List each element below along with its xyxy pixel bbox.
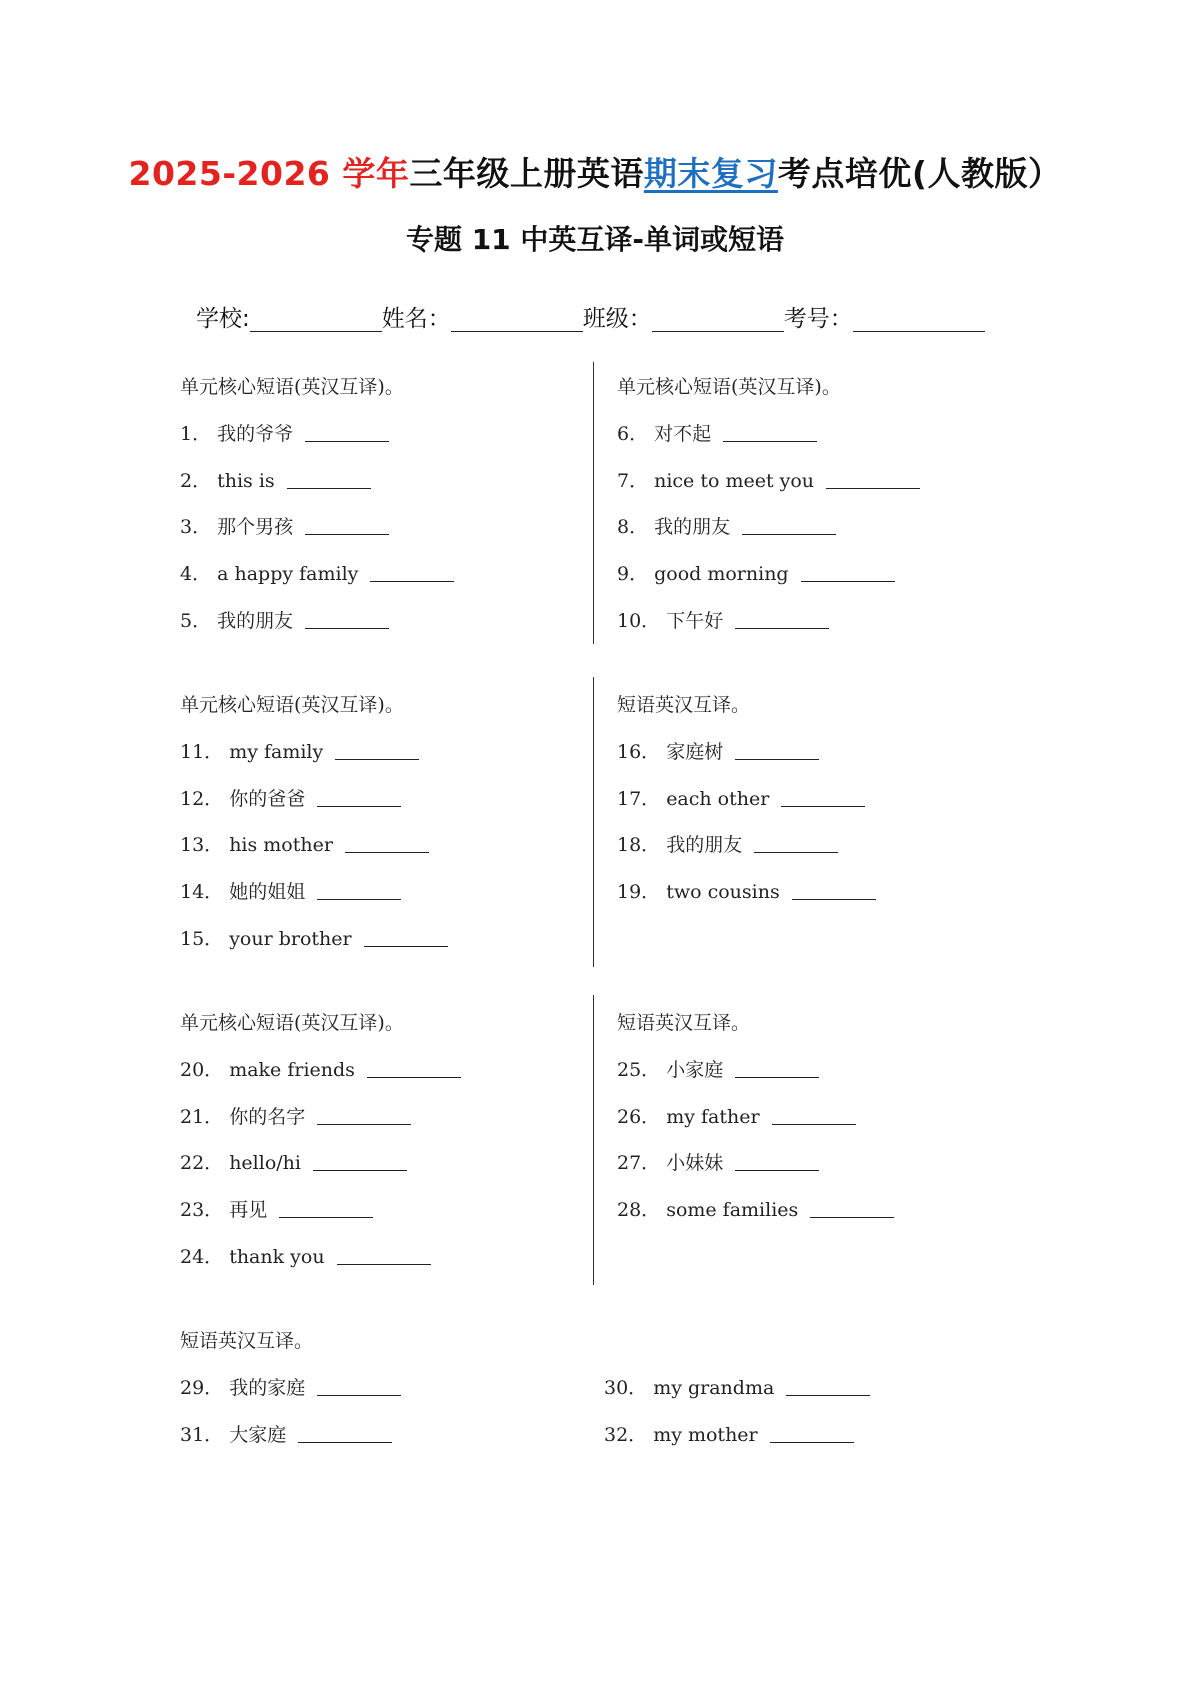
exercise-item: 19． two cousins bbox=[617, 877, 876, 904]
exercise-item: 11． my family bbox=[180, 737, 419, 764]
answer-blank[interactable] bbox=[735, 1059, 819, 1078]
exercise-item: 31． 大家庭 bbox=[180, 1420, 392, 1447]
exam-number-label: 考号： bbox=[783, 306, 853, 332]
answer-blank[interactable] bbox=[754, 834, 838, 853]
exercise-item: 2． this is bbox=[180, 466, 371, 493]
exercise-item: 7． nice to meet you bbox=[617, 466, 920, 493]
answer-blank[interactable] bbox=[337, 1246, 431, 1265]
exercise-item: 18． 我的朋友 bbox=[617, 830, 838, 857]
exercise-item: 29． 我的家庭 bbox=[180, 1373, 401, 1400]
exercise-item: 6． 对不起 bbox=[617, 419, 817, 446]
answer-blank[interactable] bbox=[317, 1377, 401, 1396]
exercise-item: 15． your brother bbox=[180, 924, 448, 951]
exercise-item: 23． 再见 bbox=[180, 1195, 373, 1222]
answer-blank[interactable] bbox=[723, 423, 817, 442]
answer-blank[interactable] bbox=[298, 1424, 392, 1443]
section-heading: 单元核心短语(英汉互译)。 bbox=[180, 1012, 404, 1034]
answer-blank[interactable] bbox=[317, 881, 401, 900]
class-label: 班级： bbox=[582, 306, 652, 332]
answer-blank[interactable] bbox=[770, 1424, 854, 1443]
answer-blank[interactable] bbox=[786, 1377, 870, 1396]
exam-number-blank[interactable] bbox=[853, 305, 985, 332]
answer-blank[interactable] bbox=[772, 1106, 856, 1125]
answer-blank[interactable] bbox=[305, 610, 389, 629]
document-subtitle: 专题 11 中英互译-单词或短语 bbox=[405, 223, 785, 256]
class-blank[interactable] bbox=[652, 305, 784, 332]
answer-blank[interactable] bbox=[742, 516, 836, 535]
exercise-item: 22． hello/hi bbox=[180, 1148, 407, 1175]
section-heading: 短语英汉互译。 bbox=[617, 1012, 751, 1034]
answer-blank[interactable] bbox=[735, 1152, 819, 1171]
section-heading: 短语英汉互译。 bbox=[617, 694, 751, 716]
column-divider bbox=[593, 677, 594, 967]
title-review: 期末复习 bbox=[643, 154, 778, 193]
section-heading: 单元核心短语(英汉互译)。 bbox=[617, 376, 841, 398]
exercise-item: 27． 小妹妹 bbox=[617, 1148, 819, 1175]
answer-blank[interactable] bbox=[735, 741, 819, 760]
answer-blank[interactable] bbox=[735, 610, 829, 629]
exercise-item: 10． 下午好 bbox=[617, 606, 829, 633]
answer-blank[interactable] bbox=[317, 1106, 411, 1125]
column-divider bbox=[593, 362, 594, 644]
name-label: 姓名： bbox=[381, 306, 451, 332]
title-edition: 考点培优(人教版） bbox=[777, 154, 1062, 193]
answer-blank[interactable] bbox=[317, 788, 401, 807]
answer-blank[interactable] bbox=[313, 1152, 407, 1171]
school-blank[interactable] bbox=[250, 305, 382, 332]
answer-blank[interactable] bbox=[801, 563, 895, 582]
answer-blank[interactable] bbox=[279, 1199, 373, 1218]
answer-blank[interactable] bbox=[826, 470, 920, 489]
document-title bbox=[0, 148, 1190, 195]
answer-blank[interactable] bbox=[367, 1059, 461, 1078]
name-blank[interactable] bbox=[451, 305, 583, 332]
exercise-item: 13． his mother bbox=[180, 830, 429, 857]
exercise-item: 12． 你的爸爸 bbox=[180, 784, 401, 811]
exercise-item: 30． my grandma bbox=[604, 1373, 870, 1400]
exercise-item: 20． make friends bbox=[180, 1055, 461, 1082]
title-year: 2025-2026 学年 bbox=[128, 154, 410, 193]
column-divider bbox=[593, 995, 594, 1285]
exercise-item: 8． 我的朋友 bbox=[617, 512, 836, 539]
exercise-item: 17． each other bbox=[617, 784, 865, 811]
exercise-item: 9． good morning bbox=[617, 559, 895, 586]
answer-blank[interactable] bbox=[335, 741, 419, 760]
title-grade: 三年级上册英语 bbox=[409, 154, 644, 193]
answer-blank[interactable] bbox=[305, 423, 389, 442]
exercise-item: 21． 你的名字 bbox=[180, 1102, 411, 1129]
exercise-item: 28． some families bbox=[617, 1195, 894, 1222]
exercise-item: 4． a happy family bbox=[180, 559, 454, 586]
exercise-item: 24． thank you bbox=[180, 1242, 431, 1269]
section-heading: 短语英汉互译。 bbox=[180, 1330, 314, 1352]
school-label: 学校: bbox=[196, 306, 250, 332]
student-info-line bbox=[196, 300, 985, 333]
exercise-item: 5． 我的朋友 bbox=[180, 606, 389, 633]
answer-blank[interactable] bbox=[287, 470, 371, 489]
answer-blank[interactable] bbox=[792, 881, 876, 900]
exercise-item: 3． 那个男孩 bbox=[180, 512, 389, 539]
answer-blank[interactable] bbox=[305, 516, 389, 535]
answer-blank[interactable] bbox=[345, 834, 429, 853]
answer-blank[interactable] bbox=[781, 788, 865, 807]
answer-blank[interactable] bbox=[364, 928, 448, 947]
section-heading: 单元核心短语(英汉互译)。 bbox=[180, 694, 404, 716]
section-heading: 单元核心短语(英汉互译)。 bbox=[180, 376, 404, 398]
exercise-item: 25． 小家庭 bbox=[617, 1055, 819, 1082]
answer-blank[interactable] bbox=[370, 563, 454, 582]
exercise-item: 14． 她的姐姐 bbox=[180, 877, 401, 904]
exercise-item: 32． my mother bbox=[604, 1420, 854, 1447]
answer-blank[interactable] bbox=[810, 1199, 894, 1218]
exercise-item: 16． 家庭树 bbox=[617, 737, 819, 764]
exercise-item: 26． my father bbox=[617, 1102, 856, 1129]
exercise-item: 1． 我的爷爷 bbox=[180, 419, 389, 446]
